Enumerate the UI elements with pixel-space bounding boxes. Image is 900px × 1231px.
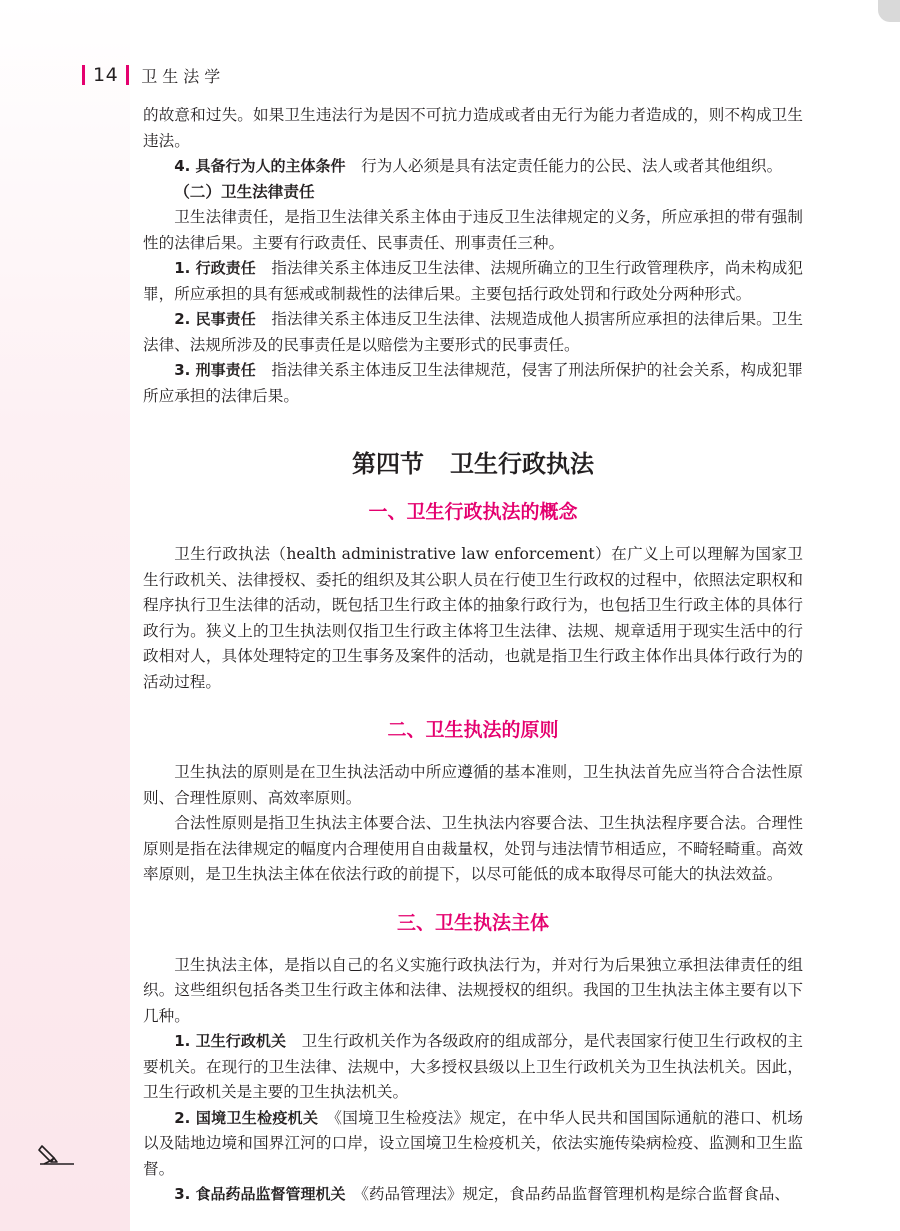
header-bar-left [82,65,85,85]
paragraph [143,1029,803,1106]
paragraph: 卫生执法主体，是指以自己的名义实施行政执法行为，并对行为后果独立承担法律责任的组织。这些组织包括各类卫生行政主体和法律、法规授权的组织。我国的卫生执法主体主要有以下几种。 [143,955,803,1025]
page-body [143,103,803,1208]
paragraph: 卫生行政执法（health administrative law enforcement）在广义上可以理解为国家卫生行政机关、法律授权、委托的组织及其公职人员在行使卫生行政权的过程中，依照法定职权和程序执行卫生法律的活动，既包括卫生行政主体的抽象行政行为，也包括卫生行政主体的具体行政行为。狭义上的卫生执法则仅指卫生行政主体将卫生法律、法规、规章适用于现实生活中的行政相对人，具体处理特定的卫生事务及案件的活动，也就是指卫生行政主体作出具体行政行为的活动过程。 [143,545,803,691]
paragraph-text: 行为人必须是具有法定责任能力的公民、法人或者其他组织。 [345,157,783,175]
running-header [82,62,225,88]
paragraph [143,154,803,180]
corner-mark [878,0,900,22]
paragraph-lead: 2. 民事责任 [174,310,256,328]
paragraph-text: 指法律关系主体违反卫生法律规范，侵害了刑法所保护的社会关系，构成犯罪所应承担的法律后果。 [143,361,803,405]
paragraph-lead: 2. 国境卫生检疫机关 [174,1108,319,1127]
section-number: 第四节 [352,450,424,478]
paragraph: 合法性原则是指卫生执法主体要合法、卫生执法内容要合法、卫生执法程序要合法。合理性原则是指在法律规定的幅度内合理使用自由裁量权，处罚与违法情节相适应，不畸轻畸重。高效率原则，是卫生执法主体在依法行政的前提下，以尽可能低的成本取得尽可能大的执法效益。 [143,814,803,883]
subheading: （二）卫生法律责任 [174,182,315,201]
section-name: 卫生行政执法 [450,450,594,478]
paragraph-lead: 1. 行政责任 [174,259,256,277]
paragraph-lead: 1. 卫生行政机关 [174,1032,287,1050]
paragraph [143,307,803,358]
pencil-on-line-icon [36,1140,76,1168]
paragraph-text: 指法律关系主体违反卫生法律、法规所确立的卫生行政管理秩序，尚未构成犯罪，所应承担的具有惩戒或制裁性的法律后果。主要包括行政处罚和行政处分两种形式。 [143,259,803,303]
subsection-title: 三、卫生执法主体 [396,911,549,934]
paragraph [143,1106,803,1183]
section-title [143,443,803,485]
book-title: 卫生法学 [141,66,226,86]
paragraph-lead: 3. 食品药品监督管理机关 [174,1185,346,1203]
paragraph-text: 《国境卫生检疫法》规定，在中华人民共和国国际通航的港口、机场以及陆地边境和国界江河的口岸，设立国境卫生检疫机关，依法实施传染病检疫、监测和卫生监督。 [143,1108,803,1178]
paragraph [143,358,803,409]
paragraph-text: 卫生行政机关作为各级政府的组成部分，是代表国家行使卫生行政权的主要机关。在现行的卫生法律、法规中，大多授权县级以上卫生行政机关为卫生执法机关。因此，卫生行政机关是主要的卫生执法机关。 [143,1032,803,1101]
header-bar-right [126,65,129,85]
page-number: 14 [93,64,119,86]
paragraph-lead: 4. 具备行为人的主体条件 [174,157,346,175]
subsection-title: 一、卫生行政执法的概念 [368,501,578,523]
subsection-title: 二、卫生执法的原则 [387,719,559,741]
left-margin-band [0,0,130,1231]
paragraph-lead: 3. 刑事责任 [174,361,256,379]
paragraph: 卫生法律责任，是指卫生法律关系主体由于违反卫生法律规定的义务，所应承担的带有强制性的法律后果。主要有行政责任、民事责任、刑事责任三种。 [143,208,803,252]
paragraph [143,256,803,307]
paragraph [143,1182,803,1208]
paragraph-text: 指法律关系主体违反卫生法律、法规造成他人损害所应承担的法律后果。卫生法律、法规所涉及的民事责任是以赔偿为主要形式的民事责任。 [143,310,803,354]
paragraph-text: 《药品管理法》规定，食品药品监督管理机构是综合监督食品、 [345,1185,790,1203]
paragraph: 的故意和过失。如果卫生违法行为是因不可抗力造成或者由无行为能力者造成的，则不构成卫生违法。 [143,106,803,150]
paragraph: 卫生执法的原则是在卫生执法活动中所应遵循的基本准则，卫生执法首先应当符合合法性原则、合理性原则、高效率原则。 [143,763,803,807]
